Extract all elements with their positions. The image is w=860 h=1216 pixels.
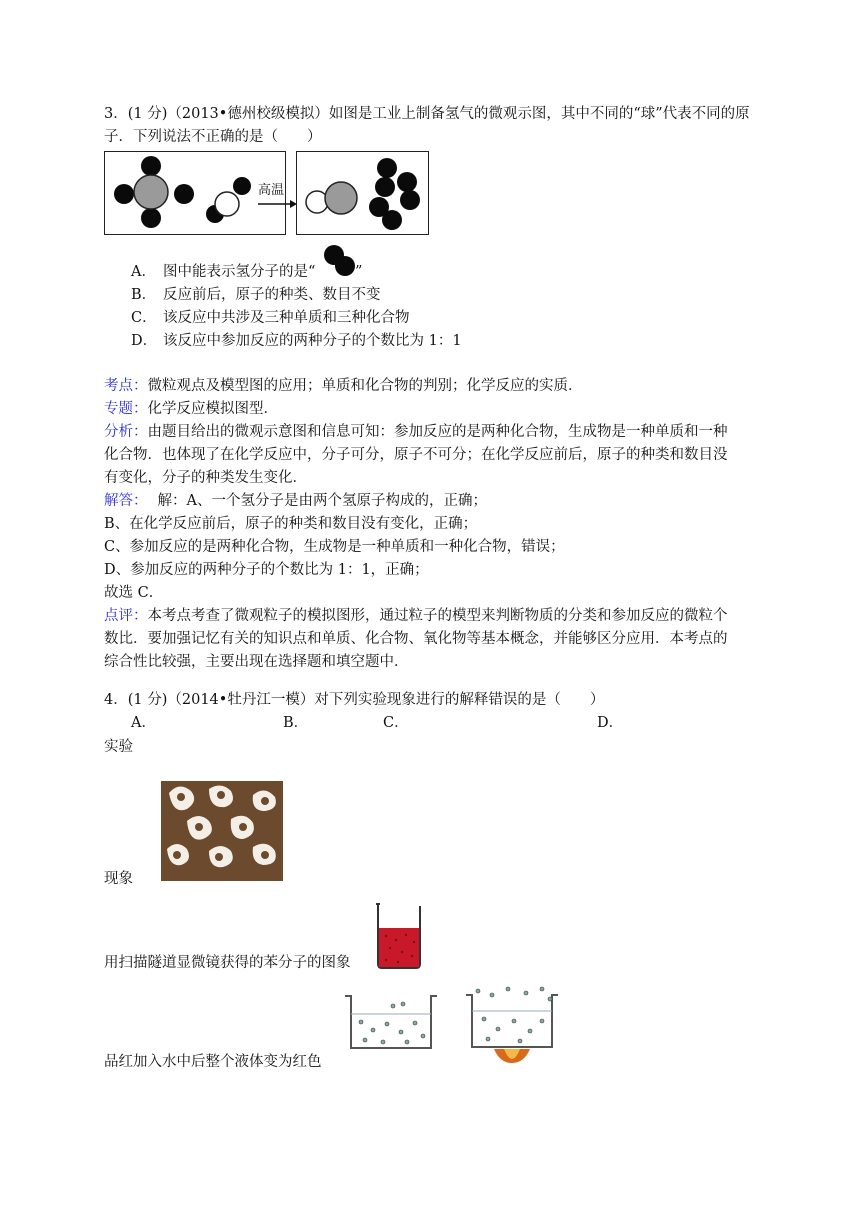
- q4-col-a: A．: [131, 715, 156, 731]
- hydrogen-molecule-icon: [323, 244, 359, 276]
- kaodian-row: [104, 376, 583, 396]
- jieda-label: 解答：: [104, 493, 148, 509]
- q3-option-a-letter: A．: [131, 264, 156, 280]
- zhuanti-row: [104, 399, 278, 419]
- q3-option-c-text: 该反应中共涉及三种单质和三种化合物: [163, 310, 410, 326]
- jieda-line1: 解：A、一个氢分子是由两个氢原子构成的，正确；: [157, 493, 487, 509]
- q3-option-d-text: 该反应中参加反应的两种分子的个数比为 1：1: [163, 333, 462, 349]
- fenxi-line2: 化合物．也体现了在化学反应中，分子可分，原子不可分；在化学反应前后，原子的种类和数目没: [104, 447, 728, 463]
- jieda-line5: 故选 C．: [104, 585, 164, 601]
- jieda-line2: B、在化学反应前后，原子的种类和数目没有变化，正确；: [104, 516, 478, 532]
- q4-row-phenomenon: 现象: [104, 871, 133, 887]
- stm-benzene-image: [161, 781, 283, 881]
- arrow-label: 高温: [258, 183, 285, 198]
- jieda-line4: D、参加反应的两种分子的个数比为 1：1，正确；: [104, 562, 429, 578]
- dianping-line3: 综合性比较强，主要出现在选择题和填空题中．: [104, 654, 409, 670]
- q4-option-b-text: 品红加入水中后整个液体变为红色: [104, 1054, 322, 1070]
- q3-option-d-letter: D．: [131, 333, 158, 349]
- trough-cold-water: [343, 990, 439, 1054]
- fenxi-label: 分析：: [104, 424, 148, 440]
- dianping-label: 点评：: [104, 608, 148, 624]
- q4-option-a-text: 用扫描隧道显微镜获得的苯分子的图象: [104, 955, 351, 971]
- dianping-line2: 数比．要加强记忆有关的知识点和单质、化合物、氧化物等基本概念，并能够区分应用．本考点的: [104, 631, 728, 647]
- products-box: [296, 151, 429, 235]
- q4-col-c: C．: [383, 715, 409, 731]
- q4-row-experiment: 实验: [104, 739, 133, 755]
- q3-option-a-text: 图中能表示氢分子的是“: [163, 264, 316, 280]
- fenxi-line3: 有变化，分子的种类发生变化．: [104, 470, 307, 486]
- fenxi-row: [104, 422, 728, 442]
- kaodian-text: 微粒观点及模型图的应用；单质和化合物的判别；化学反应的实质．: [147, 378, 583, 394]
- fenxi-line1: 由题目给出的微观示意图和信息可知：参加反应的是两种化合物，生成物是一种单质和一种: [147, 424, 728, 440]
- zhuanti-text: 化学反应模拟图型．: [147, 401, 278, 417]
- q4-col-d: D．: [597, 715, 624, 731]
- q4-stem: 4．(1 分)（2014•牡丹江一模）对下列实验现象进行的解释错误的是（ ）: [104, 692, 605, 708]
- dianping-row: [104, 606, 728, 626]
- jieda-row: [104, 491, 487, 511]
- q3-option-c-letter: C．: [131, 310, 157, 326]
- q3-option-b-letter: B．: [131, 287, 157, 303]
- q4-col-b: B．: [283, 715, 309, 731]
- beaker-red-liquid: [374, 902, 424, 970]
- zhuanti-label: 专题：: [104, 401, 148, 417]
- kaodian-label: 考点：: [104, 378, 148, 394]
- reaction-arrow: [258, 199, 298, 209]
- dianping-line1: 本考点考查了微观粒子的模拟图形，通过粒子的模型来判断物质的分类和参加反应的微粒个: [147, 608, 728, 624]
- q3-option-a-close: ”: [355, 264, 363, 280]
- q3-stem-line2: 子．下列说法不正确的是（ ）: [104, 129, 322, 145]
- products-molecules: [297, 152, 428, 234]
- trough-heated-water: [464, 985, 560, 1065]
- q3-stem-line1: 3．(1 分)（2013•德州校级模拟）如图是工业上制备氢气的微观示图，其中不同的“球”代表不同的原: [104, 106, 750, 122]
- q3-option-b-text: 反应前后，原子的种类、数目不变: [163, 287, 381, 303]
- jieda-line3: C、参加反应的是两种化合物，生成物是一种单质和一种化合物，错误；: [104, 539, 565, 555]
